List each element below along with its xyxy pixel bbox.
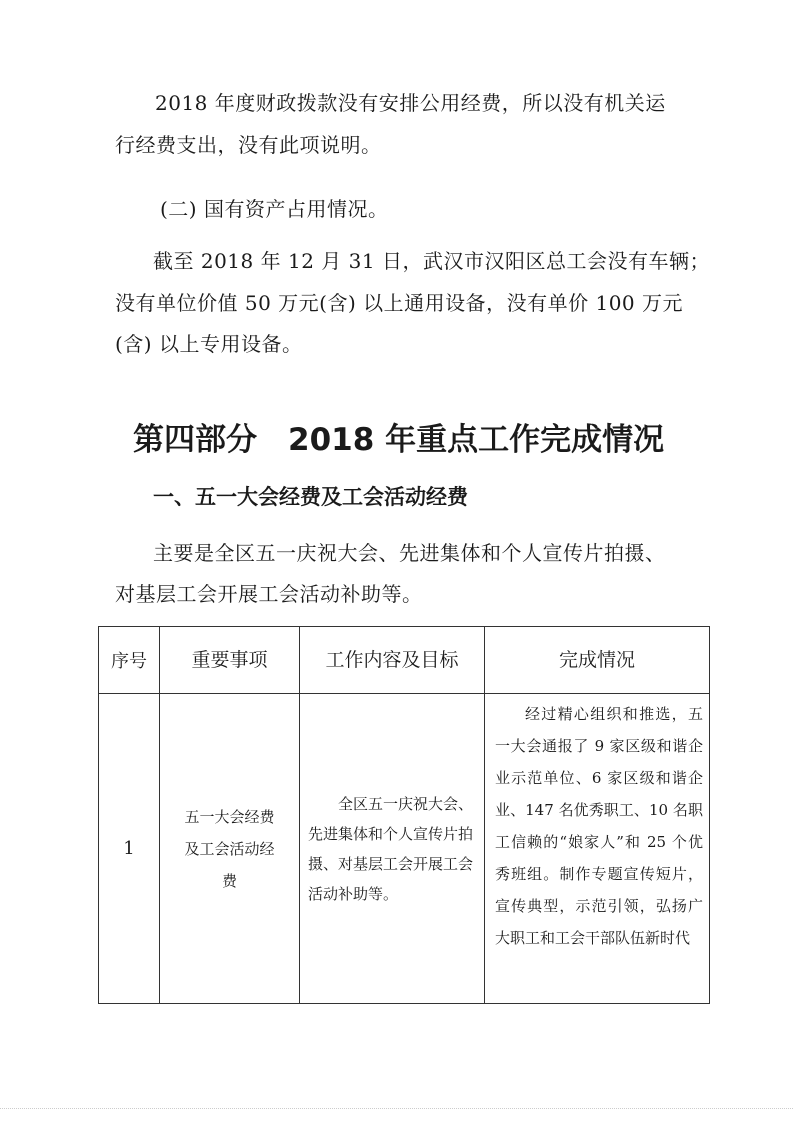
- header-content: 工作内容及目标: [300, 627, 485, 694]
- paragraph-1-line-2: 行经费支出，没有此项说明。: [115, 133, 382, 157]
- subsection-title: 一、五一大会经费及工会活动经费: [153, 485, 468, 509]
- intro-line-2: 对基层工会开展工会活动补助等。: [115, 582, 423, 606]
- row-status: [485, 694, 710, 1004]
- section-title: 第四部分 2018 年重点工作完成情况: [133, 422, 665, 458]
- paragraph-2: (二) 国有资产占用情况。: [160, 197, 389, 221]
- paragraph-3-line-3: (含) 以上专用设备。: [115, 332, 303, 356]
- paragraph-3-line-2: 没有单位价值 50 万元(含) 以上通用设备，没有单价 100 万元: [115, 291, 684, 315]
- table-header-row: [99, 627, 710, 694]
- page-bottom-divider: [0, 1108, 793, 1109]
- intro-line-1: 主要是全区五一庆祝大会、先进集体和个人宣传片拍摄、: [153, 541, 666, 565]
- row-item: 五一大会经费及工会活动经费: [160, 694, 300, 1004]
- paragraph-3-line-1: 截至 2018 年 12 月 31 日，武汉市汉阳区总工会没有车辆；: [153, 249, 710, 273]
- row-number: 1: [99, 694, 160, 1004]
- header-item: 重要事项: [160, 627, 300, 694]
- table-row: [99, 694, 710, 1004]
- row-content-text: 全区五一庆祝大会、先进集体和个人宣传片拍摄、对基层工会开展工会活动补助等。: [308, 794, 474, 903]
- header-number: 序号: [99, 627, 160, 694]
- row-status-text: 经过精心组织和推选，五一大会通报了 9 家区级和谐企业示范单位、6 家区级和谐企业、147 名优秀职工、10 名职工信赖的“娘家人”和 25 个优秀班组。制作专题宣传短片，宣传典型，示范引领，弘扬广大职工和工会干部队伍新时代: [495, 705, 703, 947]
- paragraph-1-line-1: 2018 年度财政拨款没有安排公用经费，所以没有机关运: [155, 91, 666, 115]
- header-status: 完成情况: [485, 627, 710, 694]
- row-content: [300, 694, 485, 1004]
- work-table: [98, 626, 710, 1004]
